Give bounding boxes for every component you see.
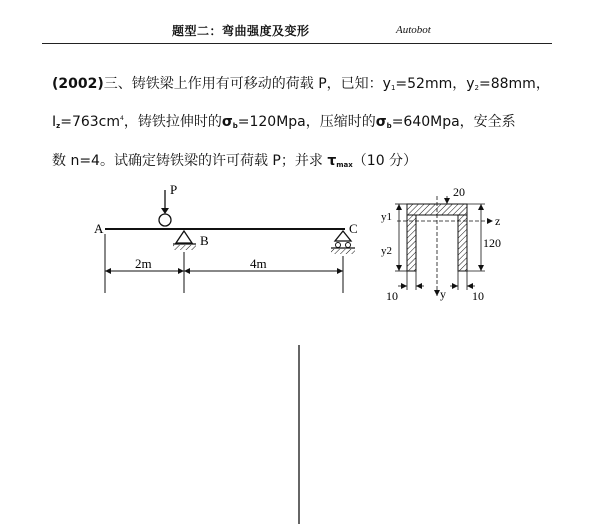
cross-section	[381, 185, 501, 303]
problem-line-1-text: 三、铸铁梁上作用有可移动的荷载 P，已知：y	[103, 76, 391, 92]
header-title: 题型二：弯曲强度及变形	[172, 24, 310, 38]
header-author: Autobot	[396, 24, 431, 36]
sigma-symbol-compression: σ	[375, 114, 387, 130]
support-c-label: C	[349, 221, 358, 236]
sigma-subscript-tension: b	[232, 122, 238, 130]
y2-label: y2	[381, 245, 392, 257]
span2-label: 4m	[250, 256, 267, 271]
inertia-value: =763cm	[60, 114, 121, 130]
tension-strength: =120Mpa，压缩时的	[237, 114, 376, 130]
problem-line-3-text: 数 n=4。试确定铸铁梁的许可荷载 P；并求	[52, 153, 323, 169]
problem-line-2-mid: ，铸铁拉伸时的	[123, 114, 222, 130]
problem-score: （10 分）	[352, 153, 418, 169]
tau-symbol: τ	[327, 153, 337, 169]
load-roller	[159, 214, 171, 226]
problem-line-1-end: =88mm，	[479, 76, 550, 92]
top-thickness-label: 20	[453, 185, 465, 199]
y1-label: y1	[381, 211, 392, 223]
left-thickness-label: 10	[386, 289, 398, 303]
inertia-exponent: 4	[120, 115, 124, 122]
web-left	[407, 215, 416, 271]
right-thickness-label: 10	[472, 289, 484, 303]
inertia-symbol: I	[52, 114, 57, 130]
y1-subscript: 1	[390, 84, 396, 92]
z-axis-label: z	[495, 214, 501, 228]
problem-year: (2002)	[52, 76, 104, 92]
y2-subscript: 2	[474, 84, 479, 92]
load-arrowhead	[161, 208, 169, 214]
inertia-subscript: z	[56, 122, 61, 130]
tau-subscript: max	[336, 161, 353, 169]
span1-label: 2m	[135, 256, 152, 271]
height-label: 120	[483, 236, 501, 250]
load-label: P	[170, 182, 178, 197]
web-right	[458, 215, 467, 271]
y-axis-label: y	[440, 287, 446, 301]
support-b	[176, 231, 192, 243]
compression-strength: =640Mpa，安全系	[391, 114, 516, 130]
sigma-subscript-compression: b	[386, 122, 392, 130]
point-a-label: A	[94, 221, 104, 236]
problem-line-1-mid: =52mm，y	[395, 76, 475, 92]
support-b-label: B	[200, 233, 209, 248]
sigma-symbol-tension: σ	[221, 114, 233, 130]
